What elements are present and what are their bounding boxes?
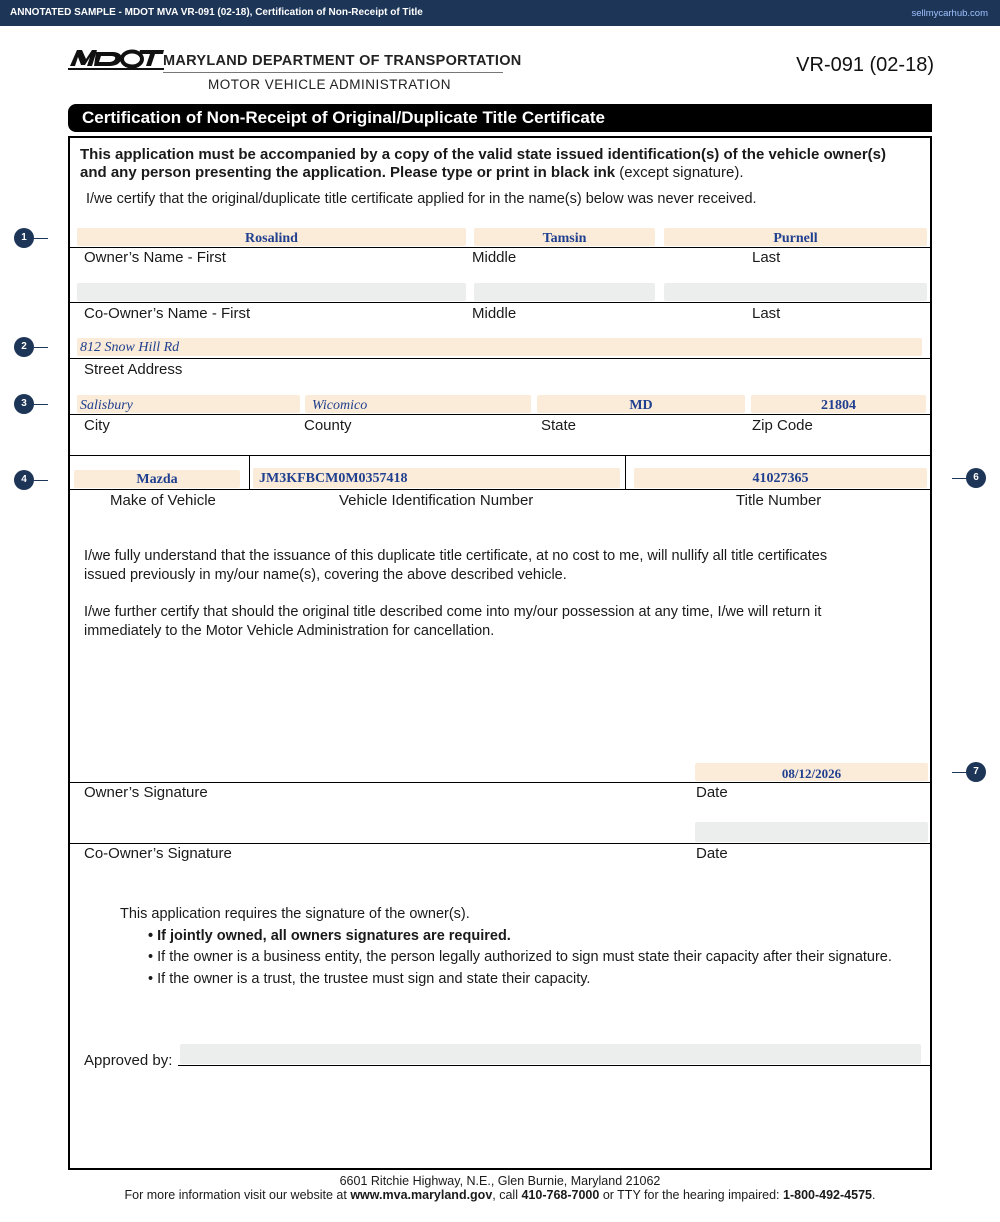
annotation-tick-6 (952, 478, 966, 479)
certify-statement: I/we certify that the original/duplicate title certificate applied for in the name(s) below was never received. (86, 191, 757, 207)
requirement-line-2 (80, 164, 744, 181)
co-owner-first-label: Co-Owner’s Name - First (84, 305, 251, 322)
owner-middle-label: Middle (472, 249, 517, 266)
county-label: County (304, 417, 352, 434)
street-address-value: 812 Snow Hill Rd (80, 340, 180, 355)
co-owner-middle-field[interactable] (474, 283, 655, 301)
form-title-bar (68, 104, 932, 132)
signature-requirement-intro: This application requires the signature of the owner(s). (120, 906, 470, 922)
footer-tty-text: or TTY for the hearing impaired: (602, 1188, 780, 1202)
vin-label: Vehicle Identification Number (339, 492, 534, 509)
owner-first-label: Owner’s Name - First (84, 249, 226, 266)
footer-address: 6601 Ritchie Highway, N.E., Glen Burnie, Maryland 21062 (339, 1174, 661, 1188)
city-value: Salisbury (80, 398, 133, 413)
annotation-tick-3 (34, 404, 48, 405)
title-number-label: Title Number (736, 492, 822, 509)
annotation-tick-1 (34, 238, 48, 239)
street-address-field[interactable] (77, 338, 922, 356)
annotation-badge-7: 7 (966, 762, 986, 782)
note-bullet-1-text: If jointly owned, all owners signatures are required. (157, 928, 511, 944)
co-owner-middle-label: Middle (472, 305, 517, 322)
annotation-tick-7 (952, 772, 966, 773)
footer-end: . (871, 1188, 876, 1202)
banner-title: ANNOTATED SAMPLE - MDOT MVA VR-091 (02-18), Certification of Non-Receipt of Title (10, 7, 423, 18)
annotation-tick-4 (34, 480, 48, 481)
state-label: State (541, 417, 577, 434)
vehicle-divider-1 (249, 455, 250, 490)
annotation-badge-2: 2 (14, 337, 34, 357)
make-label: Make of Vehicle (110, 492, 216, 509)
title-number-value: 41027365 (752, 471, 809, 486)
paragraph-2-line-2: immediately to the Motor Vehicle Administration for cancellation. (84, 623, 495, 639)
owner-last-label: Last (752, 249, 781, 266)
footer-info-prefix: For more information visit our website at (124, 1188, 347, 1202)
street-address-label: Street Address (84, 361, 183, 378)
owner-date-label: Date (696, 784, 728, 801)
city-label: City (84, 417, 110, 434)
note-bullet-1 (148, 928, 511, 944)
paragraph-1-line-2: issued previously in my/our name(s), covering the above described vehicle. (84, 567, 567, 583)
sample-banner (0, 0, 1000, 26)
street-line (70, 358, 930, 359)
annotation-badge-1: 1 (14, 228, 34, 248)
approved-by-label: Approved by: (84, 1052, 173, 1069)
bullet-dot-2: • (148, 949, 154, 965)
footer-info (0, 1188, 1000, 1202)
zip-label: Zip Code (752, 417, 813, 434)
banner-site-link[interactable]: sellmycarhub.com (911, 8, 988, 19)
annotation-tick-2 (34, 347, 48, 348)
vin-value: JM3KFBCM0M0357418 (259, 471, 408, 486)
make-value: Mazda (136, 472, 178, 487)
mdot-logo (68, 44, 522, 96)
mdot-logo-mark (68, 44, 164, 72)
annotation-badge-3: 3 (14, 394, 34, 414)
footer-tty-number: 1-800-492-4575 (783, 1188, 872, 1202)
owner-signature-label: Owner’s Signature (84, 784, 208, 801)
footer-website-link[interactable]: www.mva.maryland.gov (350, 1188, 493, 1202)
co-owner-name-line (70, 302, 930, 303)
co-owner-signature-label: Co-Owner’s Signature (84, 845, 232, 862)
approved-by-line (178, 1065, 930, 1066)
owner-last-value: Purnell (773, 231, 818, 246)
requirement-line-1: This application must be accompanied by a copy of the valid state issued identification(s) of the vehicle owner(s) (80, 146, 886, 163)
owner-first-value: Rosalind (245, 231, 298, 246)
note-bullet-3 (148, 971, 590, 987)
vehicle-top-line (70, 455, 930, 456)
form-title: Certification of Non-Receipt of Original/Duplicate Title Certificate (82, 108, 605, 127)
paragraph-1-line-1: I/we fully understand that the issuance of this duplicate title certificate, at no cost to me, will nullify all title certificates (84, 548, 828, 564)
owner-name-line (70, 247, 930, 248)
note-bullet-3-text: If the owner is a trust, the trustee must sign and state their capacity. (157, 971, 591, 987)
owner-signature-line[interactable] (70, 782, 930, 783)
bullet-dot-3: • (148, 971, 154, 987)
city-line (70, 414, 930, 415)
requirement-note: (except signature). (619, 164, 744, 181)
note-bullet-2-text: If the owner is a business entity, the person legally authorized to sign must state their capacity after their signature. (157, 949, 892, 965)
approved-by-field[interactable] (180, 1044, 921, 1064)
title-bar-notch (912, 131, 932, 132)
paragraph-2-line-1: I/we further certify that should the original title described come into my/our possession at any time, I/we will return it (84, 604, 822, 620)
co-owner-date-label: Date (696, 845, 728, 862)
agency-divider (163, 72, 503, 73)
state-value: MD (629, 398, 653, 413)
footer-phone: 410-768-7000 (521, 1188, 600, 1202)
annotation-badge-4: 4 (14, 470, 34, 490)
zip-value: 21804 (821, 398, 856, 413)
co-owner-date-field[interactable] (695, 822, 928, 842)
form-number: VR-091 (02-18) (796, 54, 934, 76)
vehicle-divider-2 (625, 455, 626, 490)
note-bullet-2 (148, 949, 892, 965)
co-owner-signature-line[interactable] (70, 843, 930, 844)
division-name: MOTOR VEHICLE ADMINISTRATION (208, 77, 452, 92)
co-owner-first-field[interactable] (77, 283, 466, 301)
owner-date-value: 08/12/2026 (781, 766, 842, 781)
bullet-dot-1: • (148, 928, 154, 944)
county-value: Wicomico (312, 398, 368, 413)
co-owner-last-field[interactable] (664, 283, 927, 301)
footer-info-mid: , call (492, 1188, 518, 1202)
owner-middle-value: Tamsin (542, 231, 587, 246)
annotation-badge-6: 6 (966, 468, 986, 488)
co-owner-last-label: Last (752, 305, 781, 322)
requirement-bold: and any person presenting the application. Please type or print in black ink (80, 164, 616, 181)
agency-name: MARYLAND DEPARTMENT OF TRANSPORTATION (163, 53, 522, 69)
vehicle-line (70, 489, 930, 490)
